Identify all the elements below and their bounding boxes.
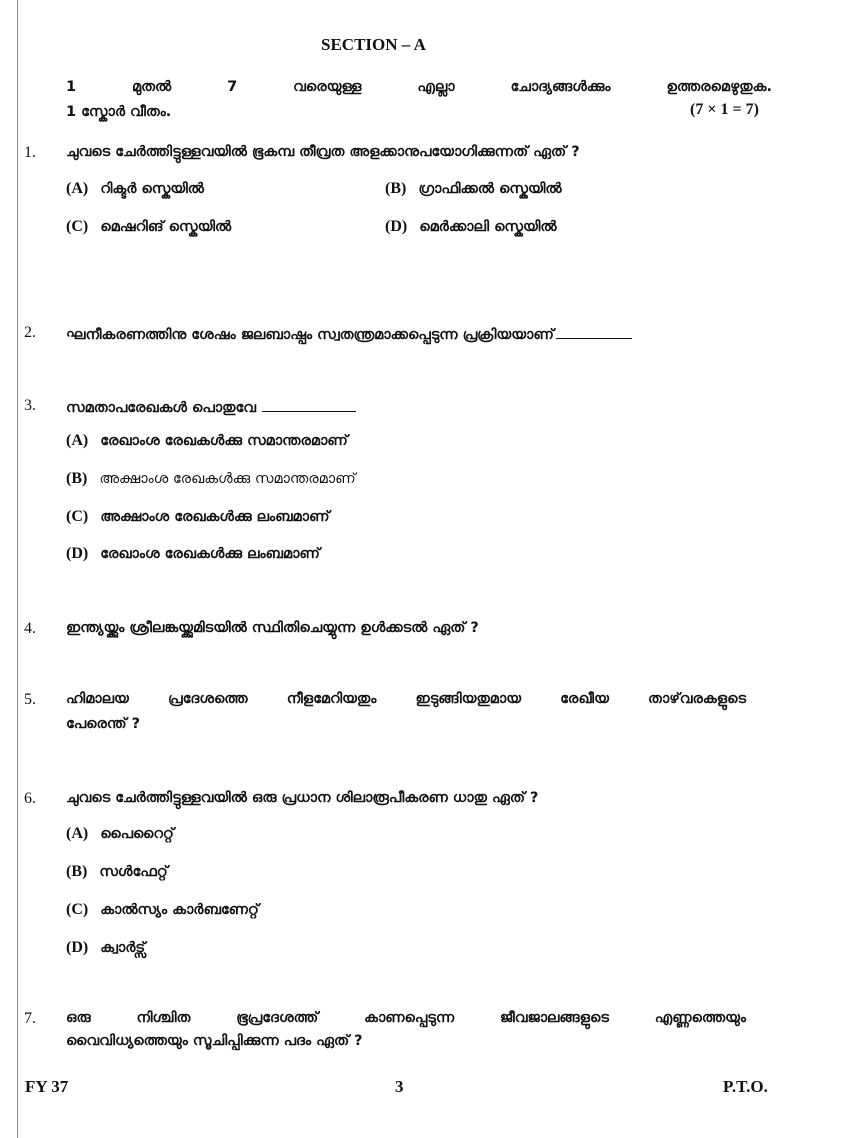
option-text: അക്ഷാംശ രേഖകൾക്കു ലംബമാണ് (100, 509, 330, 525)
option-d (66, 545, 320, 563)
score-allocation: (7 × 1 = 7) (690, 101, 759, 118)
option-a (66, 432, 348, 450)
option-label: (A) (66, 825, 89, 842)
option-label: (A) (66, 180, 89, 197)
question-number: 6. (24, 790, 36, 807)
option-b (385, 180, 562, 198)
pto-label: P.T.O. (723, 1077, 768, 1096)
option-label: (A) (66, 432, 89, 449)
question-number: 1. (24, 144, 36, 161)
question-number: 5. (24, 691, 36, 708)
paper-code: FY 37 (25, 1077, 69, 1096)
question-text: ഇന്ത്യയ്ക്കും ശ്രീലങ്കയ്ക്കുമിടയിൽ സ്ഥിതിചെയ്യുന്ന ഉൾക്കടൽ ഏത് ? (66, 620, 479, 636)
question-text: ചുവടെ ചേർത്തിട്ടുള്ളവയിൽ ഭൂകമ്പ തീവ്രത അളക്കാനുപയോഗിക്കുന്നത് ഏത് ? (66, 144, 580, 160)
option-c (66, 901, 259, 919)
option-label: (B) (66, 863, 88, 880)
option-text: പൈറൈറ്റ് (100, 826, 174, 842)
question-text-line-2: വൈവിധ്യത്തെയും സൂചിപ്പിക്കുന്ന പദം ഏത് ? (66, 1033, 363, 1049)
option-text: സൾഫേറ്റ് (99, 864, 168, 880)
option-b (66, 863, 168, 881)
question-text: ചുവടെ ചേർത്തിട്ടുള്ളവയിൽ ഒരു പ്രധാന ശിലാരൂപീകരണ ധാതു ഏത് ? (66, 790, 539, 806)
question-text: ഘനീകരണത്തിനു ശേഷം ജലബാഷ്പം സ്വതന്ത്രമാക്കപ്പെടുന്ന പ്രക്രിയയാണ് (66, 327, 554, 343)
question-text-line-2: പേരെന്ത് ? (66, 716, 141, 732)
question-number: 4. (24, 620, 36, 637)
option-d (66, 939, 145, 957)
question-text-line-1: ഹിമാലയ പ്രദേശത്തെ നീളമേറിയതും ഇടുങ്ങിയതുമായ രേഖീയ താഴ്‌വരകളുടെ (66, 691, 746, 707)
option-c (66, 508, 330, 526)
answer-blank (262, 397, 356, 412)
option-text: മെഷറിങ് സ്കെയിൽ (100, 219, 232, 235)
option-label: (C) (66, 218, 89, 235)
option-text: രേഖാംശ രേഖകൾക്കു ലംബമാണ് (100, 546, 320, 562)
section-title: SECTION – A (321, 35, 426, 54)
question-number: 2. (24, 324, 36, 341)
option-a (66, 825, 174, 843)
option-text: മെർക്കാലി സ്കെയിൽ (419, 219, 557, 235)
option-label: (D) (66, 545, 89, 562)
option-text: കാൽസ്യം കാർബണേറ്റ് (100, 902, 259, 918)
option-text: ക്വാർട്സ് (100, 940, 146, 956)
instruction-line-1: 1 മുതൽ 7 വരെയുള്ള എല്ലാ ചോദ്യങ്ങൾക്കും ഉത്തരമെഴുതുക. (66, 79, 772, 95)
option-label: (B) (66, 470, 88, 487)
question-text: സമതാപരേഖകൾ പൊതുവേ (66, 400, 256, 416)
option-d (385, 218, 557, 236)
option-b (66, 470, 356, 488)
option-label: (D) (66, 939, 89, 956)
option-text: അക്ഷാംശ രേഖകൾക്കു സമാന്തരമാണ് (99, 471, 356, 487)
answer-blank (556, 324, 632, 339)
option-text: രേഖാംശ രേഖകൾക്കു സമാന്തരമാണ് (100, 433, 348, 449)
instruction-line-2: 1 സ്കോർ വീതം. (66, 104, 172, 120)
option-a (66, 180, 204, 198)
question-number: 7. (24, 1010, 36, 1027)
page-number: 3 (395, 1077, 404, 1096)
option-label: (B) (385, 180, 407, 197)
option-text: റിക്ടർ സ്കെയിൽ (100, 181, 204, 197)
option-label: (C) (66, 901, 89, 918)
question-number: 3. (24, 397, 36, 414)
option-text: ഗ്രാഫിക്കൽ സ്കെയിൽ (418, 181, 562, 197)
page-margin-line (17, 0, 18, 1138)
question-text-line-1: ഒരു നിശ്ചിത ഭൂപ്രദേശത്ത് കാണപ്പെടുന്ന ജീവജാലങ്ങളുടെ എണ്ണത്തെയും (66, 1010, 746, 1026)
option-c (66, 218, 231, 236)
option-label: (D) (385, 218, 408, 235)
option-label: (C) (66, 508, 89, 525)
